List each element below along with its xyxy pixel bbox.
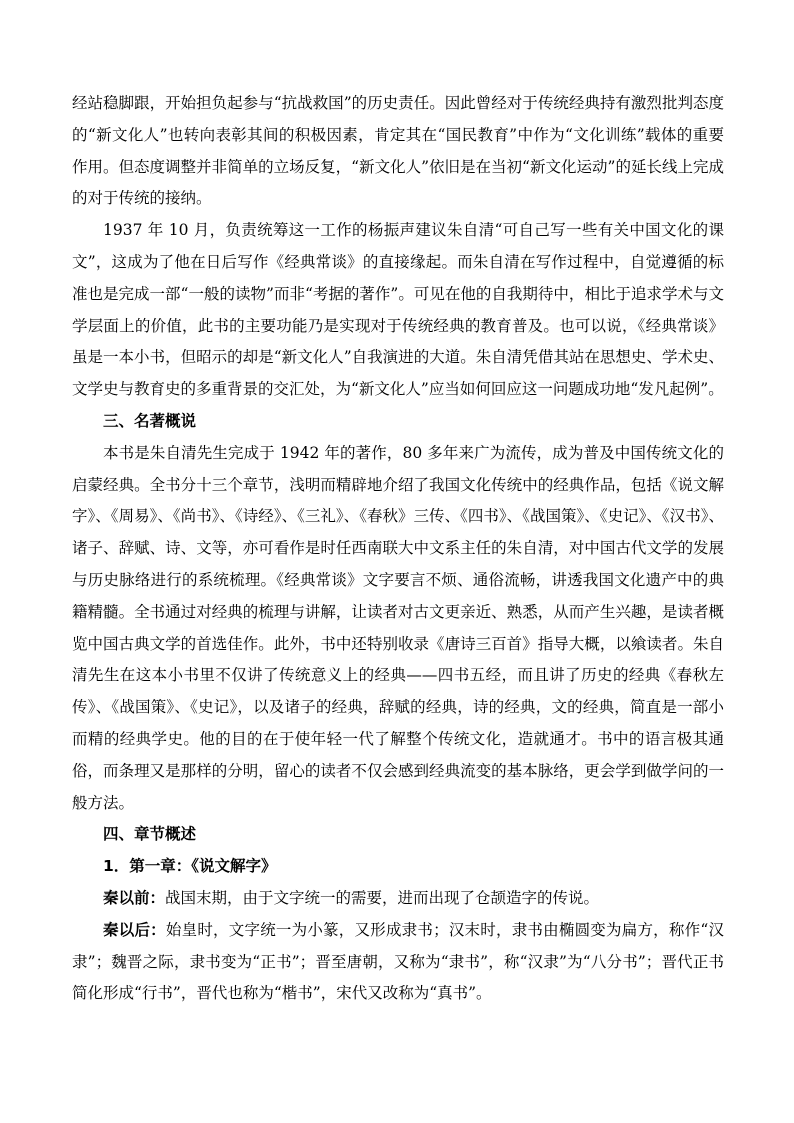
after-qin-text: 始皇时，文字统一为小篆，又形成隶书；汉末时，隶书由椭圆变为扁方，称作“汉隶”；魏晋之际，隶书变为“正书”；晋至唐朝，又称为“隶书”，称“汉隶”为“八分书”；晋代正书简化形成“行书”，晋代也称为“楷书”，宋代又改称为“真书”。 xyxy=(72,920,724,1003)
paragraph-after-qin xyxy=(72,915,724,1010)
section-heading-4: 四、章节概述 xyxy=(103,825,197,844)
paragraph-yang-zhensheng: 1937 年 10 月，负责统筹这一工作的杨振声建议朱自清“可自己写一些有关中国文化的课文”，这成为了他在日后写作《经典常谈》的直接缘起。而朱自清在写作过程中，自觉遵循的标准也是完成一部“一般的读物”而非“考据的著作”。可见在他的自我期待中，相比于追求学术与文学层面上的价值，此书的主要功能乃是实现对于传统经典的教育普及。也可以说，《经典常谈》虽是一本小书，但昭示的却是“新文化人”自我演进的大道。朱自清凭借其站在思想史、学术史、文学史与教育史的多重背景的交汇处，为“新文化人”应当如何回应这一问题成功地“发凡起例”。 xyxy=(72,221,724,399)
document-page xyxy=(72,88,724,1010)
paragraph-before-qin xyxy=(72,883,724,915)
after-qin-label: 秦以后： xyxy=(103,920,166,939)
chapter-heading-1: 1．第一章：《说文解字》 xyxy=(103,857,277,876)
before-qin-text: 战国末期，由于文字统一的需要，进而出现了仓颉造字的传说。 xyxy=(165,888,600,907)
section-heading-3: 三、名著概说 xyxy=(103,411,197,430)
before-qin-label: 秦以前： xyxy=(103,888,166,907)
paragraph-book-overview: 本书是朱自清先生完成于 1942 年的著作，80 多年来广为流传，成为普及中国传统文化的启蒙经典。全书分十三个章节，浅明而精辟地介绍了我国文化传统中的经典作品，包括《说文解字》、《周易》、《尚书》、《诗经》、《三礼》、《春秋》三传、《四书》、《战国策》、《史记》、《汉书》、诸子、辞赋、诗、文等，亦可看作是时任西南联大中文系主任的朱自清，对中国古代文学的发展与历史脉络进行的系统梳理。《经典常谈》文字要言不烦、通俗流畅，讲透我国文化遗产中的典籍精髓。全书通过对经典的梳理与讲解，让读者对古文更亲近、熟悉，从而产生兴趣，是读者概览中国古典文学的首选佳作。此外，书中还特别收录《唐诗三百首》指导大概，以飨读者。朱自清先生在这本小书里不仅讲了传统意义上的经典——四书五经，而且讲了历史的经典《春秋左传》、《战国策》、《史记》，以及诸子的经典，辞赋的经典，诗的经典，文的经典，简直是一部小而精的经典学史。他的目的在于使年轻一代了解整个传统文化，造就通才。书中的语言极其通俗，而条理又是那样的分明，留心的读者不仅会感到经典流变的基本脉络，更会学到做学问的一般方法。 xyxy=(72,443,724,812)
paragraph-continuation: 经站稳脚跟，开始担负起参与“抗战救国”的历史责任。因此曾经对于传统经典持有激烈批判态度的“新文化人”也转向表彰其间的积极因素，肯定其在“国民教育”中作为“文化训练”载体的重要作用。但态度调整并非简单的立场反复，“新文化人”依旧是在当初“新文化运动”的延长线上完成的对于传统的接纳。 xyxy=(72,94,724,208)
